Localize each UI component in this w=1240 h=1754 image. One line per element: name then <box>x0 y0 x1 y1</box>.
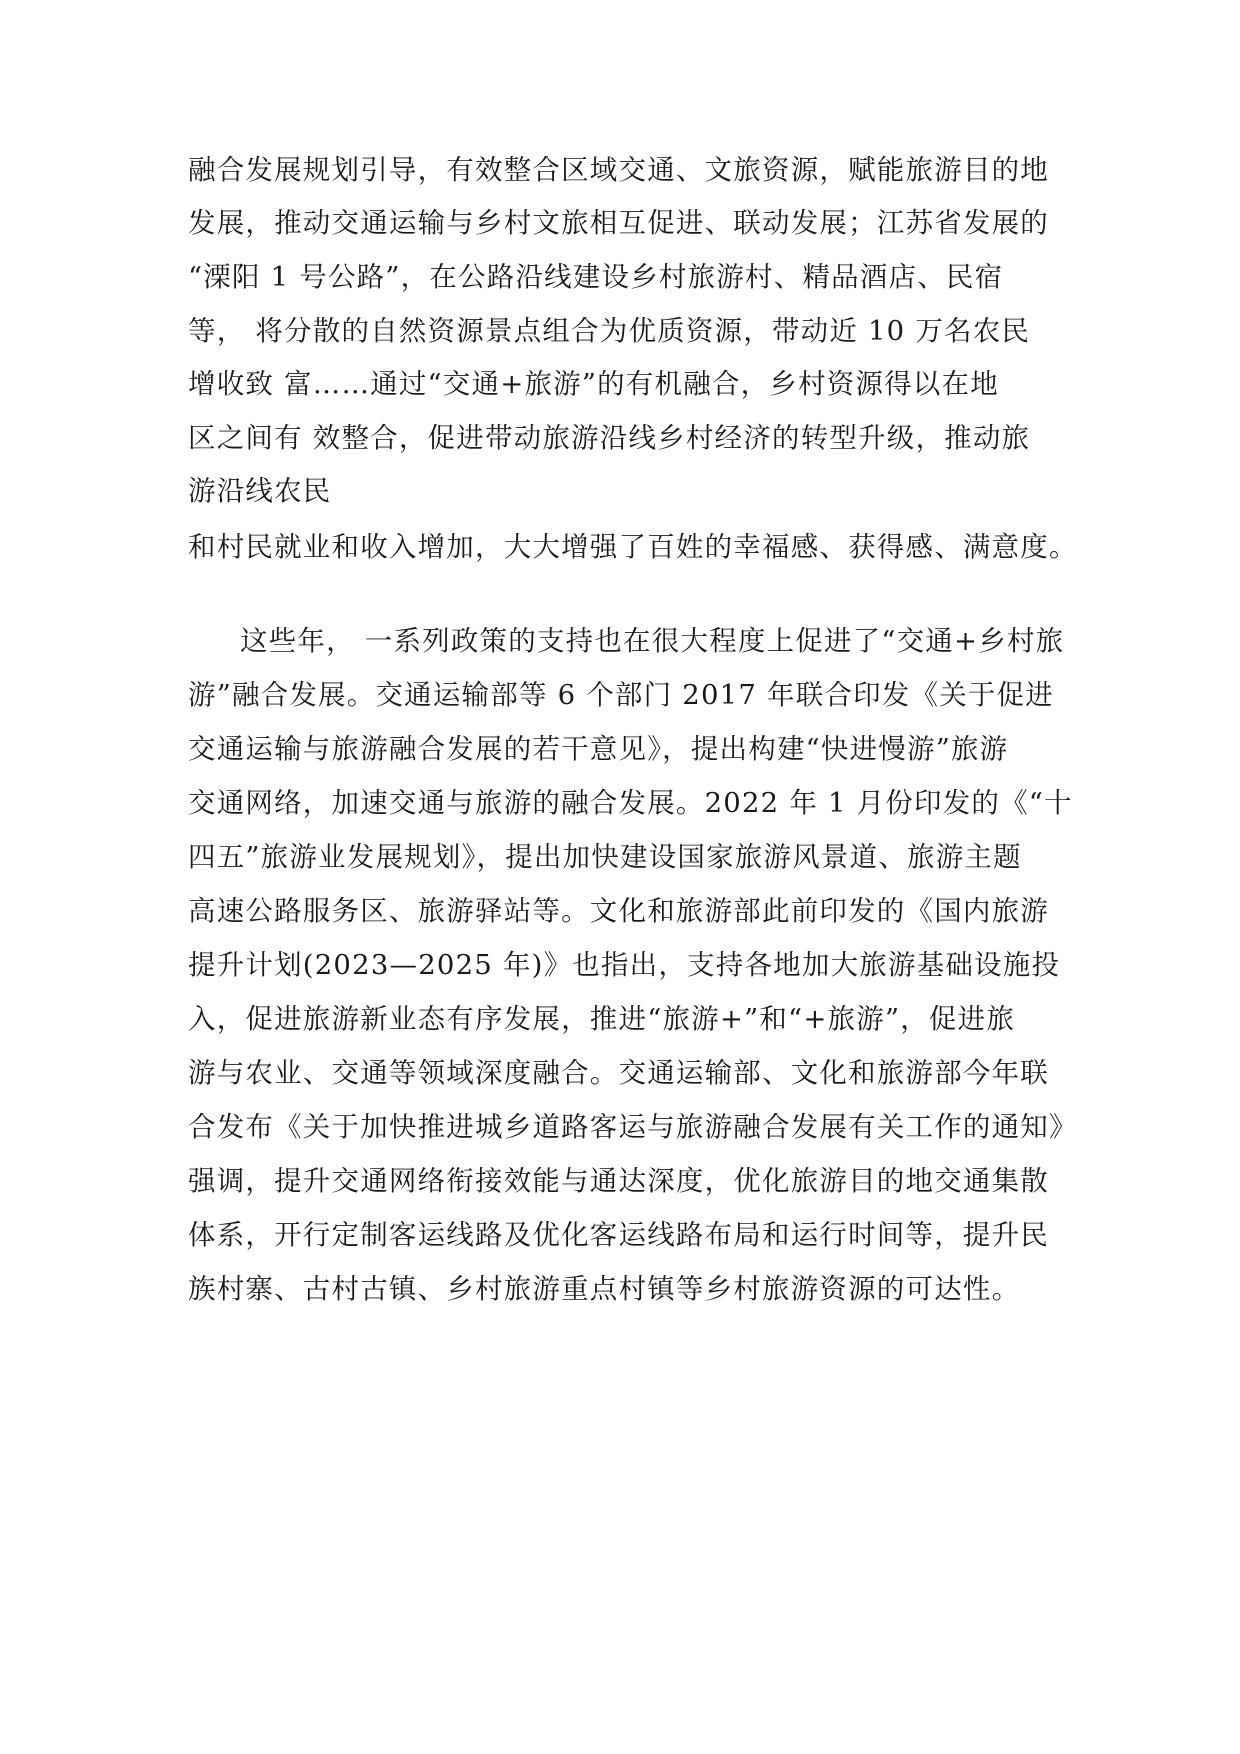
text-line: 游沿线农民 <box>188 475 332 507</box>
text-line: 体系，开行定制客运线路及优化客运线路布局和运行时间等，提升民 <box>188 1219 1049 1251</box>
text-line: 和村民就业和收入增加，大大增强了百姓的幸福感、获得感、满意度。 <box>188 531 1078 563</box>
text-line: 族村寨、古村古镇、乡村旅游重点村镇等乡村旅游资源的可达性。 <box>188 1273 1021 1305</box>
text-line: 融合发展规划引导，有效整合区域交通、文旅资源，赋能旅游目的地 <box>188 154 1049 186</box>
text-line: 发展，推动交通运输与乡村文旅相互促进、联动发展；江苏省发展的 <box>188 207 1049 239</box>
text-line: 交通网络，加速交通与旅游的融合发展。2022 年 1 月份印发的《“十 <box>188 787 1073 819</box>
text-line: 游”融合发展。交通运输部等 6 个部门 2017 年联合印发《关于促进 <box>188 679 1055 711</box>
text-line: 合发布《关于加快推进城乡道路客运与旅游融合发展有关工作的通知》 <box>188 1111 1078 1143</box>
text-line: 强调，提升交通网络衔接效能与通达深度，优化旅游目的地交通集散 <box>188 1165 1049 1197</box>
text-line: 增收致 富……通过“交通+旅游”的有机融合，乡村资源得以在地 <box>188 368 999 400</box>
text-line: “溧阳 1 号公路”，在公路沿线建设乡村旅游村、精品酒店、民宿 <box>188 261 1004 293</box>
text-line: 提升计划(2023—2025 年)》也指出，支持各地加大旅游基础设施投 <box>188 949 1061 981</box>
text-line: 高速公路服务区、旅游驿站等。文化和旅游部此前印发的《国内旅游 <box>188 895 1049 927</box>
text-line: 这些年， 一系列政策的支持也在很大程度上促进了“交通+乡村旅 <box>240 625 1065 657</box>
text-line: 等， 将分散的自然资源景点组合为优质资源，带动近 10 万名农民 <box>188 315 1031 347</box>
text-line: 交通运输与旅游融合发展的若干意见》，提出构建“快进慢游”旅游 <box>188 733 1009 765</box>
text-line: 入，促进旅游新业态有序发展，推进“旅游+”和“+旅游”，促进旅 <box>188 1003 1016 1035</box>
text-line: 游与农业、交通等领域深度融合。交通运输部、文化和旅游部今年联 <box>188 1057 1049 1089</box>
text-line: 四五”旅游业发展规划》，提出加快建设国家旅游风景道、旅游主题 <box>188 841 1022 873</box>
text-line: 区之间有 效整合，促进带动旅游沿线乡村经济的转型升级，推动旅 <box>188 422 1031 454</box>
